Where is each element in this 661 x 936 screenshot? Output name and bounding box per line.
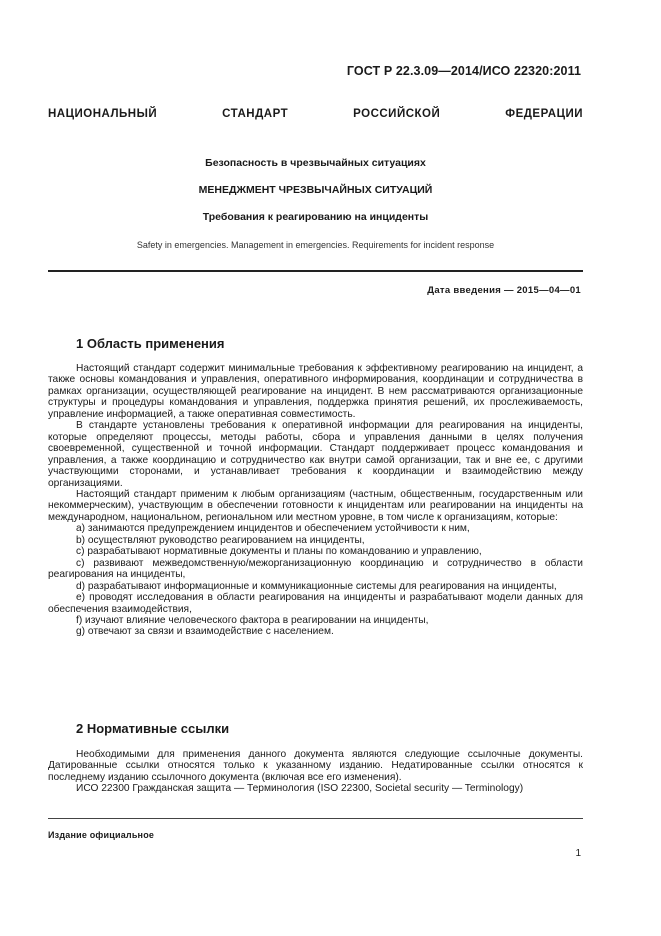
paragraph: Настоящий стандарт применим к любым организациям (частным, общественным, государственным или некоммерческим), участвующим в обеспечении готовности к инцидентам или реагировании на инциденты на международном, национальном, региональном или местном уровне, в том числе к организациям, которые: bbox=[48, 488, 583, 523]
list-item: c) развивают межведомственную/межорганизационную координацию и сотрудничество в области реагирования на инциденты, bbox=[48, 557, 583, 581]
english-title: Safety in emergencies. Management in emergencies. Requirements for incident response bbox=[136, 240, 495, 250]
section-1-body bbox=[48, 363, 583, 638]
section-2-body bbox=[48, 749, 583, 795]
title-line-2: МЕНЕДЖМЕНТ ЧРЕЗВЫЧАЙНЫХ СИТУАЦИЙ bbox=[198, 184, 433, 196]
title-line-3: Требования к реагированию на инциденты bbox=[202, 211, 429, 223]
paragraph: Необходимыми для применения данного документа являются следующие ссылочные документы. Датированные ссылки относятся только к указанному изданию. Недатированные ссылки относятся к последнему изданию ссылочного документа (включая все его изменения). bbox=[48, 749, 583, 783]
list-item: d) разрабатывают информационные и коммуникационные системы для реагирования на инциденты, bbox=[76, 580, 557, 592]
page-number: 1 bbox=[575, 848, 581, 859]
list-item: e) проводят исследования в области реагирования на инциденты и разрабатывают модели данных для обеспечения взаимодействия, bbox=[48, 592, 583, 615]
section-1-title: 1 Область применения bbox=[76, 336, 225, 351]
national-standard-heading: НАЦИОНАЛЬНЫЙ СТАНДАРТ РОССИЙСКОЙ ФЕДЕРАЦИИ bbox=[48, 108, 583, 120]
list-item: g) отвечают за связи и взаимодействие с населением. bbox=[76, 626, 334, 638]
title-line-1: Безопасность в чрезвычайных ситуациях bbox=[205, 157, 426, 169]
edition-note: Издание официальное bbox=[48, 830, 155, 840]
document-id: ГОСТ Р 22.3.09—2014/ИСО 22320:2011 bbox=[346, 64, 581, 78]
introduction-date: Дата введения — 2015—04—01 bbox=[427, 285, 581, 296]
paragraph: В стандарте установлены требования к оперативной информации для реагирования на инциденты, которые определяют процессы, методы работы, сбора и управления данными в целях получения своевременной, существенной и точной информации. Стандарт поддерживает процесс командования и управления, а также координацию и сотрудничество как внутри самой организации, так и вне ее, с другими участвующими сторонами, и устанавливает требования к координации и взаимодействию между организациями. bbox=[48, 420, 583, 489]
header-divider bbox=[48, 270, 583, 272]
list-item: c) разрабатывают нормативные документы и планы по командованию и управлению, bbox=[76, 546, 482, 558]
paragraph: Настоящий стандарт содержит минимальные требования к эффективному реагированию на инцидент, а также основы командования и управления, оперативного информирования, координации и сотрудничества в рамках организации, осуществляющей реагирование на инцидент. В нем рассматриваются организационные структуры и процедуры командования и управления, поддержка принятия решений, их прослеживаемость, управление информацией, а также оперативная совместимость. bbox=[48, 363, 583, 420]
footer-divider bbox=[48, 818, 583, 819]
reference-entry: ИСО 22300 Гражданская защита — Терминология (ISO 22300, Societal security — Terminology) bbox=[76, 783, 524, 795]
section-2-title: 2 Нормативные ссылки bbox=[76, 721, 230, 736]
list-item: a) занимаются предупреждением инцидентов и обеспечением устойчивости к ним, bbox=[76, 523, 470, 535]
list-item: f) изучают влияние человеческого фактора в реагировании на инциденты, bbox=[76, 614, 429, 626]
list-item: b) осуществляют руководство реагированием на инциденты, bbox=[76, 534, 365, 546]
